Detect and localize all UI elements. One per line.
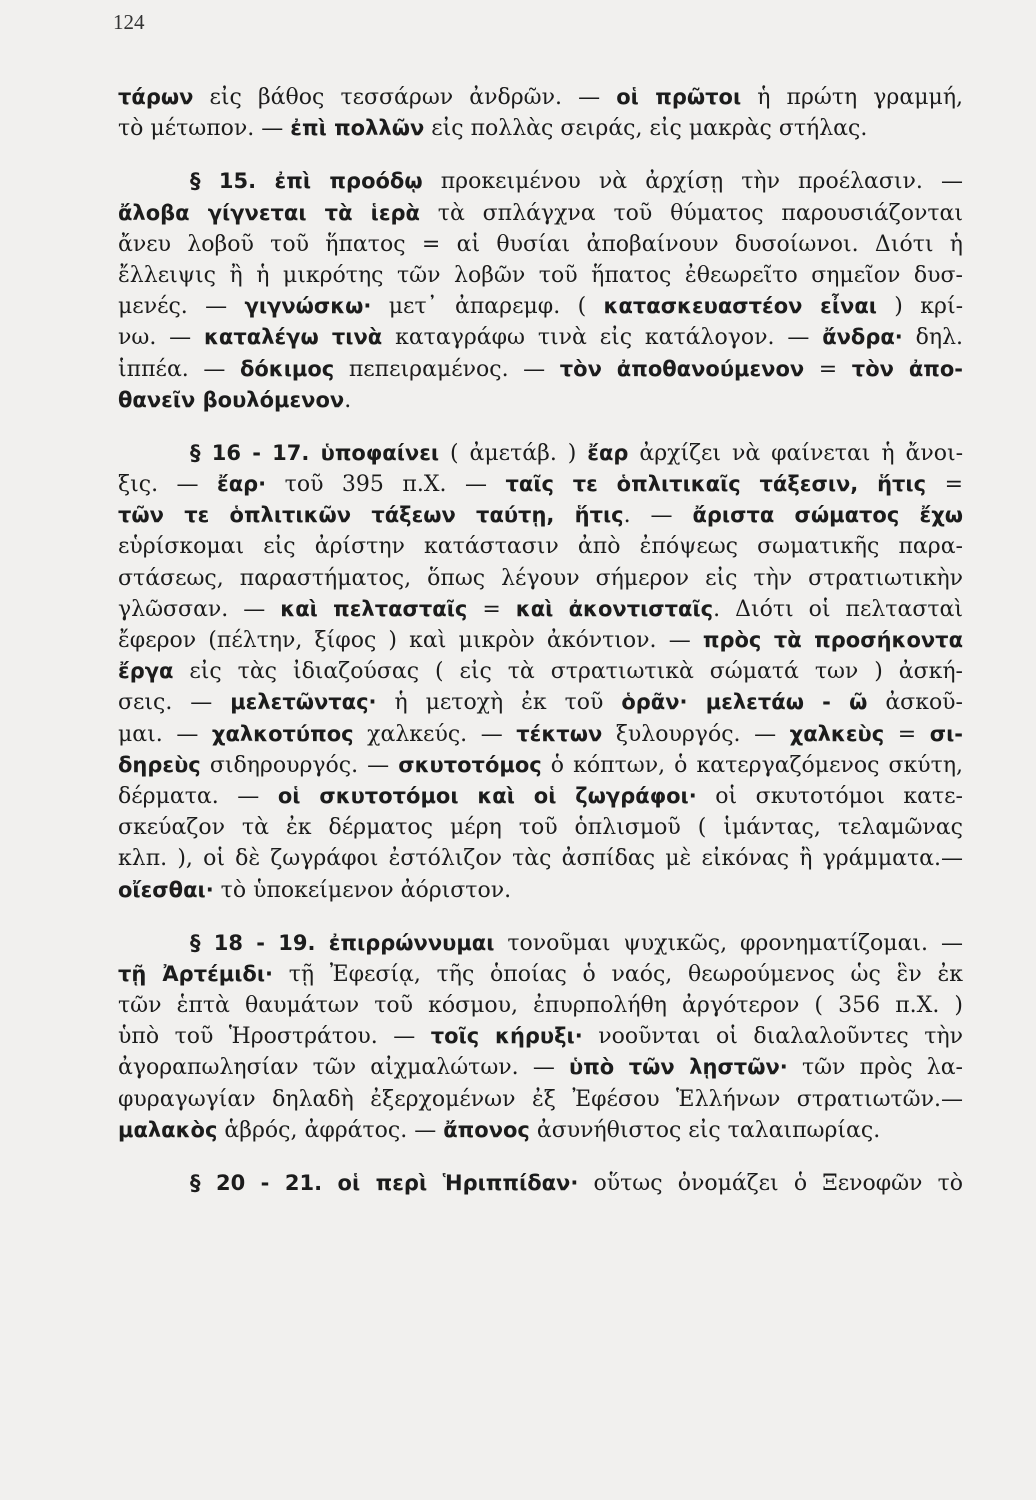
- text-line: στάσεως, παραστήματος, ὅπως λέγουν σήμερον εἰς τὴν στρατιωτικὴν: [118, 565, 963, 591]
- text-line: § 16 - 17. ὑποφαίνει ( ἀμετάβ. ) ἔαρ ἀρχίζει νὰ φαίνεται ἡ ἄνοι-: [190, 440, 963, 466]
- lemma: ἄλοβα γίγνεται τὰ ἱερὰ: [118, 200, 420, 225]
- lemma: ὁρᾶν· μελετάω - ῶ: [621, 690, 868, 715]
- lemma: χαλκεὺς: [789, 721, 885, 746]
- paragraph-section-16-17: [118, 438, 963, 906]
- lemma: ἄνδρα·: [822, 325, 903, 350]
- text-line: ἔλλειψις ἢ ἡ μικρότης τῶν λοβῶν τοῦ ἥπατος ἐθεωρεῖτο σημεῖον δυσ-: [118, 262, 963, 288]
- section-marker: § 20 - 21.: [190, 1171, 338, 1195]
- text-line: σκεύαζον τὰ ἐκ δέρματος μέρη τοῦ ὁπλισμοῦ ( ἱμάντας, τελαμῶνας: [118, 815, 963, 841]
- lemma: μελετῶντας·: [230, 690, 377, 715]
- text-line: τάρων εἰς βάθος τεσσάρων ἀνδρῶν. — οἱ πρῶτοι ἡ πρώτη γραμμή,: [118, 85, 963, 110]
- text-line: ἱππέα. — δόκιμος πεπειραμένος. — τὸν ἀποθανούμενον = τὸν ἀπο-: [118, 356, 963, 382]
- paragraph: [118, 82, 963, 144]
- lemma: οἱ πρῶτοι: [616, 85, 742, 109]
- text-line: φυραγωγίαν δηλαδὴ ἐξερχομένων ἐξ Ἐφέσου Ἑλλήνων στρατιωτῶν.—: [118, 1086, 963, 1112]
- lemma: σι-: [929, 721, 963, 746]
- text-line: τὸ μέτωπον. — ἐπὶ πολλῶν εἰς πολλὰς σειράς, εἰς μακρὰς στήλας.: [118, 116, 868, 142]
- lemma: ὑποφαίνει: [320, 440, 440, 465]
- lemma: τάρων: [118, 85, 194, 109]
- text-line: τῶν ἑπτὰ θαυμάτων τοῦ κόσμου, ἐπυρπολήθη ἀργότερον ( 356 π.Χ. ): [118, 993, 963, 1019]
- text-line: ἄνευ λοβοῦ τοῦ ἥπατος = αἱ θυσίαι ἀποβαίνουν δυσοίωνοι. Διότι ἡ: [118, 231, 963, 257]
- text-line: ἔργα εἰς τὰς ἰδιαζούσας ( εἰς τὰ στρατιωτικὰ σώματά των ) ἀσκή-: [118, 659, 963, 685]
- text-line: § 15. ἐπὶ προόδῳ προκειμένου νὰ ἀρχίσῃ τὴν προέλασιν. —: [190, 169, 963, 195]
- text-line: οἴεσθαι· τὸ ὑποκείμενον ἀόριστον.: [118, 877, 512, 903]
- text-line: § 18 - 19. ἐπιρρώννυμαι τονοῦμαι ψυχικῶς, φρονηματίζομαι. —: [190, 930, 963, 956]
- text-line: μενές. — γιγνώσκω· μετ᾽ ἀπαρεμφ. ( κατασκευαστέον εἶναι ) κρί-: [118, 294, 963, 320]
- text-line: δηρεὺς σιδηρουργός. — σκυτοτόμος ὁ κόπτων, ὁ κατεργαζόμενος σκύτη,: [118, 752, 963, 778]
- text-line: ὑπὸ τοῦ Ἡροστράτου. — τοῖς κήρυξι· νοοῦνται οἱ διαλαλοῦντες τὴν: [118, 1024, 963, 1050]
- lemma: ἐπὶ πολλῶν: [290, 116, 425, 141]
- lemma: καὶ ἀκοντισταῖς: [515, 596, 714, 621]
- lemma: πρὸς τὰ προσήκοντα: [702, 628, 963, 652]
- text-line: σεις. — μελετῶντας· ἡ μετοχὴ ἐκ τοῦ ὁρᾶν· μελετάω - ῶ ἀσκοῦ-: [118, 690, 963, 716]
- lemma: τοῖς κήρυξι·: [430, 1024, 583, 1049]
- lemma: χαλκοτύπος: [211, 721, 354, 746]
- text-line: μαι. — χαλκοτύπος χαλκεύς. — τέκτων ξυλουργός. — χαλκεὺς = σι-: [118, 721, 963, 747]
- lemma: οἱ περὶ Ἡριππίδαν·: [337, 1171, 579, 1195]
- lemma: δηρεὺς: [118, 752, 201, 777]
- lemma: τὸν ἀποθανούμενον: [559, 356, 805, 381]
- text-line: μαλακὸς ἁβρός, ἀφράτος. — ἄπονος ἀσυνήθιστος εἰς ταλαιπωρίας.: [118, 1117, 881, 1143]
- lemma: ταῖς τε ὁπλιτικαῖς τάξεσιν, ἥτις: [505, 472, 927, 497]
- lemma: καταλέγω τινὰ: [204, 325, 383, 350]
- lemma: τῶν τε ὁπλιτικῶν τάξεων ταύτῃ, ἥτις: [118, 503, 624, 528]
- text-line: τῇ Ἀρτέμιδι· τῇ Ἐφεσίᾳ, τῆς ὁποίας ὁ ναός, θεωρούμενος ὡς ἓν ἐκ: [118, 961, 963, 987]
- lemma: τῇ Ἀρτέμιδι·: [118, 961, 274, 986]
- lemma: τὸν ἀπο-: [851, 356, 963, 381]
- paragraph-section-20-21: [118, 1168, 963, 1199]
- lemma: οἱ σκυτοτόμοι καὶ οἱ ζωγράφοι·: [277, 783, 697, 808]
- lemma: ὑπὸ τῶν λῃστῶν·: [569, 1055, 788, 1080]
- lemma: ἔαρ·: [217, 472, 267, 497]
- section-marker: § 18 - 19.: [190, 930, 329, 955]
- paragraph-section-15: [118, 166, 963, 416]
- text-line: § 20 - 21. οἱ περὶ Ἡριππίδαν· οὕτως ὀνομάζει ὁ Ξενοφῶν τὸ: [190, 1171, 963, 1196]
- lemma: δόκιμος: [239, 356, 335, 381]
- commentary-text: [118, 82, 963, 1199]
- text-line: τῶν τε ὁπλιτικῶν τάξεων ταύτῃ, ἥτις. — ἄριστα σώματος ἔχω: [118, 503, 963, 529]
- lemma: γιγνώσκω·: [244, 294, 372, 319]
- text-line: κλπ. ), οἱ δὲ ζωγράφοι ἐστόλιζον τὰς ἀσπίδας μὲ εἰκόνας ἢ γράμματα.—: [118, 846, 963, 872]
- text-line: γλῶσσαν. — καὶ πελτασταῖς = καὶ ἀκοντισταῖς. Διότι οἱ πελτασταὶ: [118, 596, 963, 622]
- text-line: ἔφερον (πέλτην, ξίφος ) καὶ μικρὸν ἀκόντιον. — πρὸς τὰ προσήκοντα: [118, 628, 963, 653]
- lemma: ἐπὶ προόδῳ: [274, 169, 423, 194]
- text-line: εὑρίσκομαι εἰς ἀρίστην κατάστασιν ἀπὸ ἐπόψεως σωματικῆς παρα-: [118, 534, 963, 560]
- lemma: ἄριστα σώματος ἔχω: [692, 503, 963, 528]
- lemma: κατασκευαστέον εἶναι: [603, 294, 877, 319]
- page-number: 124: [113, 10, 145, 34]
- lemma: ἔργα: [118, 659, 174, 684]
- lemma: θανεῖν βουλόμενον: [118, 387, 345, 412]
- lemma: ἔαρ: [587, 440, 629, 465]
- text-line: ἄλοβα γίγνεται τὰ ἱερὰ τὰ σπλάγχνα τοῦ θύματος παρουσιάζονται: [118, 200, 963, 226]
- lemma: καὶ πελτασταῖς: [280, 596, 468, 621]
- paragraph-section-18-19: [118, 928, 963, 1146]
- lemma: ἄπονος: [443, 1117, 530, 1142]
- text-line: δέρματα. — οἱ σκυτοτόμοι καὶ οἱ ζωγράφοι· οἱ σκυτοτόμοι κατε-: [118, 783, 963, 809]
- lemma: οἴεσθαι·: [118, 877, 214, 902]
- lemma: σκυτοτόμος: [398, 752, 542, 777]
- lemma: τέκτων: [516, 721, 603, 746]
- text-line: θανεῖν βουλόμενον.: [118, 387, 352, 413]
- lemma: ἐπιρρώννυμαι: [328, 930, 495, 955]
- text-line: νω. — καταλέγω τινὰ καταγράφω τινὰ εἰς κατάλογον. — ἄνδρα· δηλ.: [118, 325, 963, 351]
- text-line: ξις. — ἔαρ· τοῦ 395 π.Χ. — ταῖς τε ὁπλιτικαῖς τάξεσιν, ἥτις =: [118, 472, 963, 498]
- lemma: μαλακὸς: [118, 1117, 218, 1142]
- text-line: ἀγοραπωλησίαν τῶν αἰχμαλώτων. — ὑπὸ τῶν λῃστῶν· τῶν πρὸς λα-: [118, 1055, 963, 1081]
- section-marker: § 15.: [190, 169, 275, 194]
- section-marker: § 16 - 17.: [190, 440, 321, 465]
